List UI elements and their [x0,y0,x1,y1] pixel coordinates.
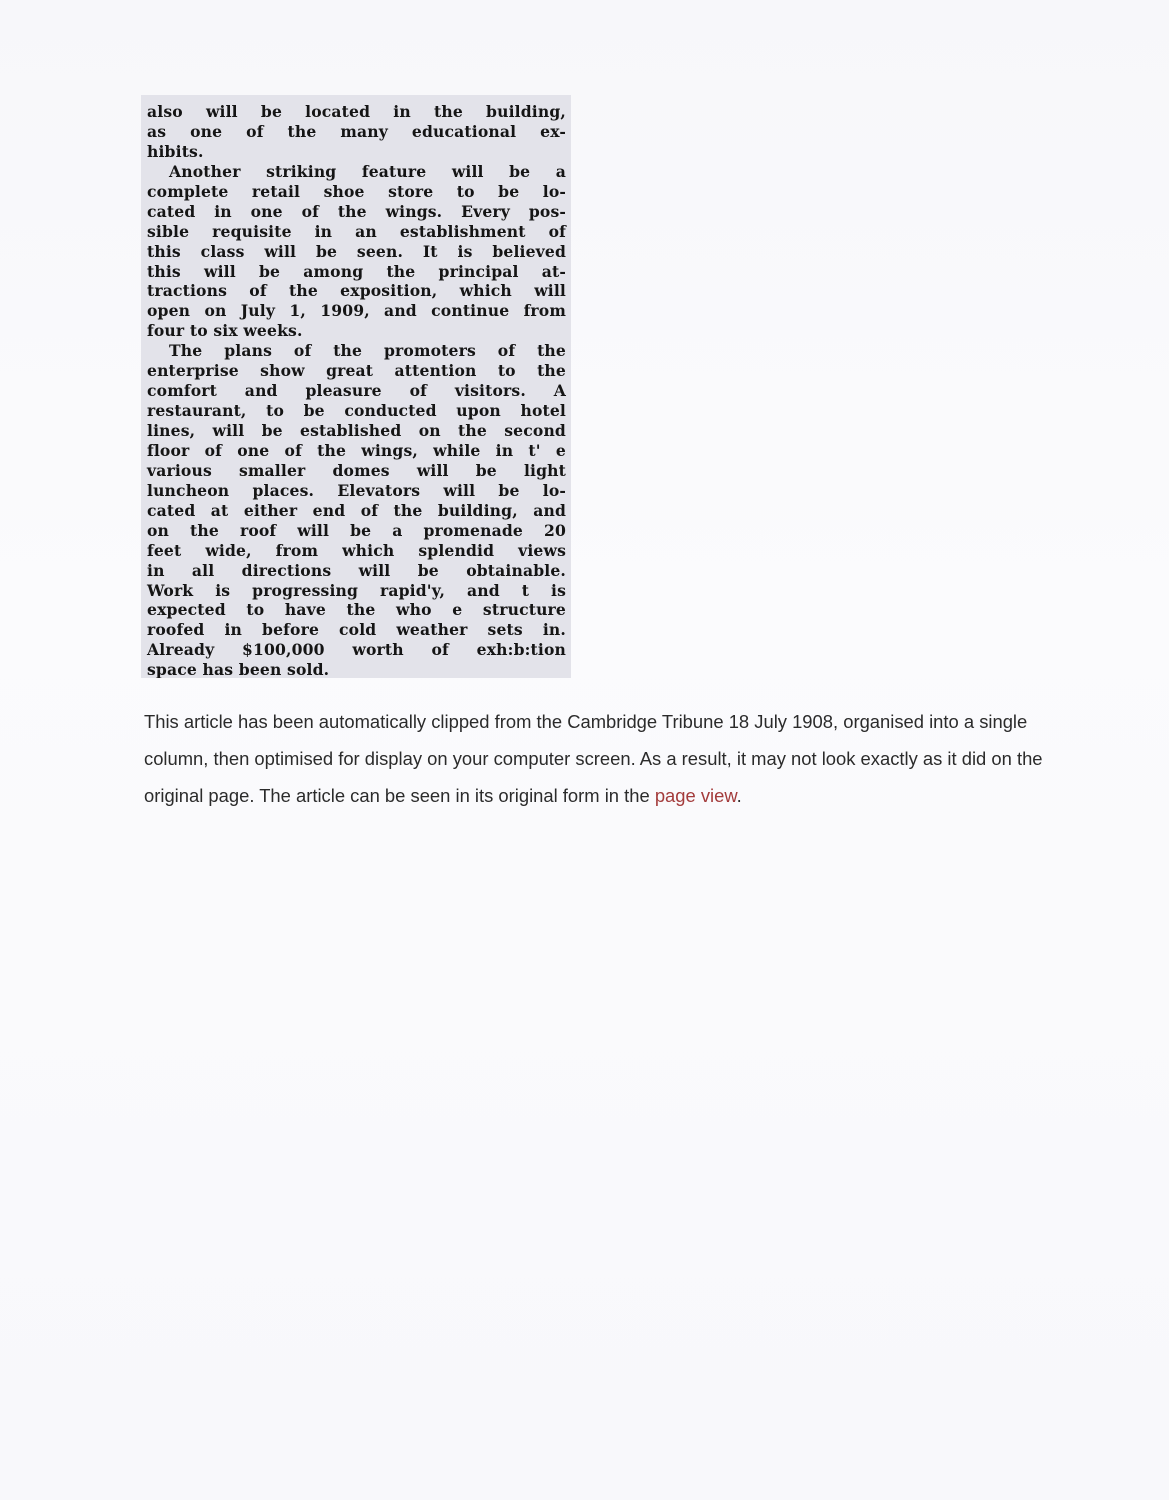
article-line: also will be located in the building, [147,102,566,121]
article-line: this class will be seen. It is believed [147,241,566,261]
article-line: on the roof will be a promenade 20 [147,520,566,540]
article-line: sible requisite in an establishment of [147,221,566,241]
article-line: as one of the many educational ex- [147,121,566,141]
article-line: expected to have the who e structure [147,600,566,620]
article-line: various smaller domes will be light [147,460,566,480]
article-line: space has been sold. [147,660,330,678]
article-line: cated at either end of the building, and [147,500,566,520]
article-line: hibits. [147,141,204,161]
article-line: enterprise show great attention to the [147,361,566,381]
caption-end: . [736,785,742,806]
article-line: this will be among the principal at- [147,261,566,281]
article-line: The plans of the promoters of the [169,341,566,361]
clipping-caption [144,703,1044,814]
article-line: open on July 1, 1909, and continue from [147,301,566,321]
article-line: comfort and pleasure of visitors. A [147,381,566,401]
article-line: Another striking feature will be a [169,161,566,181]
article-line: in all directions will be obtainable. [147,560,566,580]
article-line: luncheon places. Elevators will be lo- [147,480,566,500]
article-line: complete retail shoe store to be lo- [147,181,566,201]
article-line: cated in one of the wings. Every pos- [147,201,566,221]
article-line: floor of one of the wings, while in t' e [147,440,566,460]
article-line: Already $100,000 worth of exh:b:tion [147,640,566,660]
article-line: restaurant, to be conducted upon hotel [147,401,566,421]
article-line: Work is progressing rapid'y, and t is [147,580,566,600]
page-view-link[interactable]: page view [654,785,737,806]
caption-text: This article has been automatically clipped from the Cambridge Tribune 18 July 1908, organised into a single column, then optimised for display on your computer screen. As a result, it may not look exactly as it did on the original page. The article can be seen in its original form in the [144,711,1043,806]
article-line: feet wide, from which splendid views [147,540,566,560]
article-line: four to six weeks. [147,321,303,341]
article-line: lines, will be established on the second [147,421,566,440]
article-line: roofed in before cold weather sets in. [147,620,566,640]
article-line: tractions of the exposition, which will [147,281,566,301]
article-clipping [141,95,571,678]
